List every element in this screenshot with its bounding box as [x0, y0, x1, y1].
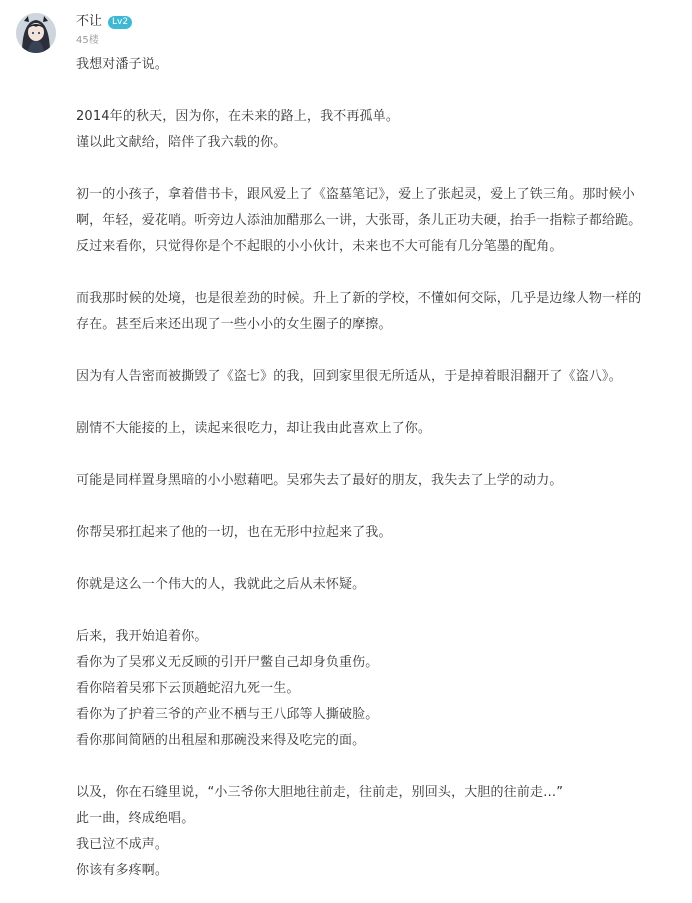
text-line: 你就是这么一个伟大的人，我就此之后从未怀疑。 [76, 577, 366, 592]
paragraph [76, 624, 682, 754]
text-line: 看你为了吴邪义无反顾的引开尸鳖自己却身负重伤。 [76, 655, 379, 670]
text-line: 而我那时候的处境，也是很差劲的时候。升上了新的学校，不懂如何交际，几乎是边缘人物一样的 [76, 291, 642, 306]
avatar[interactable] [16, 13, 56, 53]
text-line: 谨以此文献给，陪伴了我六载的你。 [76, 135, 287, 150]
text-line: 此一曲，终成绝唱。 [76, 811, 195, 826]
paragraph-gap [76, 390, 682, 416]
text-line: 反过来看你，只觉得你是个不起眼的小小伙计，未来也不大可能有几分笔墨的配角。 [76, 239, 563, 254]
text-line: 存在。甚至后来还出现了一些小小的女生圈子的摩擦。 [76, 317, 392, 332]
text-line: 看你那间简陋的出租屋和那碗没来得及吃完的面。 [76, 733, 366, 748]
text-line: 我已泣不成声。 [76, 837, 169, 852]
text-line: 2014年的秋天，因为你，在未来的路上，我不再孤单。 [76, 109, 399, 124]
paragraph-gap [76, 442, 682, 468]
paragraph [76, 104, 682, 156]
avatar-anime-girl-icon [16, 13, 56, 53]
text-line: 你帮吴邪扛起来了他的一切，也在无形中拉起来了我。 [76, 525, 392, 540]
text-line: 以及，你在石缝里说，“小三爷你大胆地往前走，往前走，别回头，大胆的往前走…” [76, 785, 564, 800]
paragraph-gap [76, 156, 682, 182]
floor-number: 45楼 [76, 35, 99, 46]
paragraph-gap [76, 338, 682, 364]
text-line: 剧情不大能接的上，读起来很吃力，却让我由此喜欢上了你。 [76, 421, 432, 436]
text-line: 初一的小孩子，拿着借书卡，跟风爱上了《盗墓笔记》，爱上了张起灵，爱上了铁三角。那时候小 [76, 187, 635, 202]
paragraph-gap [76, 494, 682, 520]
paragraph-gap [76, 546, 682, 572]
user-info [76, 13, 132, 31]
paragraph [76, 780, 682, 884]
paragraph-gap [76, 598, 682, 624]
text-line: 我想对潘子说。 [76, 57, 169, 72]
post-content [76, 52, 682, 884]
text-line: 可能是同样置身黑暗的小小慰藉吧。吴邪失去了最好的朋友，我失去了上学的动力。 [76, 473, 563, 488]
paragraph [76, 364, 682, 390]
username[interactable]: 不让 [76, 14, 103, 29]
paragraph-gap [76, 754, 682, 780]
paragraph-gap [76, 260, 682, 286]
paragraph [76, 286, 682, 338]
text-line: 啊，年轻，爱花哨。听旁边人添油加醋那么一讲，大张哥，条儿正功夫硬，抬手一指粽子都给跪。 [76, 213, 642, 228]
text-line: 后来，我开始追着你。 [76, 629, 208, 644]
paragraph [76, 182, 682, 260]
level-badge: Lv2 [108, 16, 132, 29]
paragraph [76, 520, 682, 546]
paragraph-gap [76, 78, 682, 104]
paragraph [76, 52, 682, 78]
paragraph [76, 572, 682, 598]
text-line: 看你为了护着三爷的产业不栖与王八邱等人撕破脸。 [76, 707, 379, 722]
text-line: 你该有多疼啊。 [76, 863, 169, 878]
paragraph [76, 468, 682, 494]
text-line: 因为有人告密而被撕毁了《盗七》的我，回到家里很无所适从，于是掉着眼泪翻开了《盗八》。 [76, 369, 622, 384]
paragraph [76, 416, 682, 442]
text-line: 看你陪着吴邪下云顶趟蛇沼九死一生。 [76, 681, 300, 696]
